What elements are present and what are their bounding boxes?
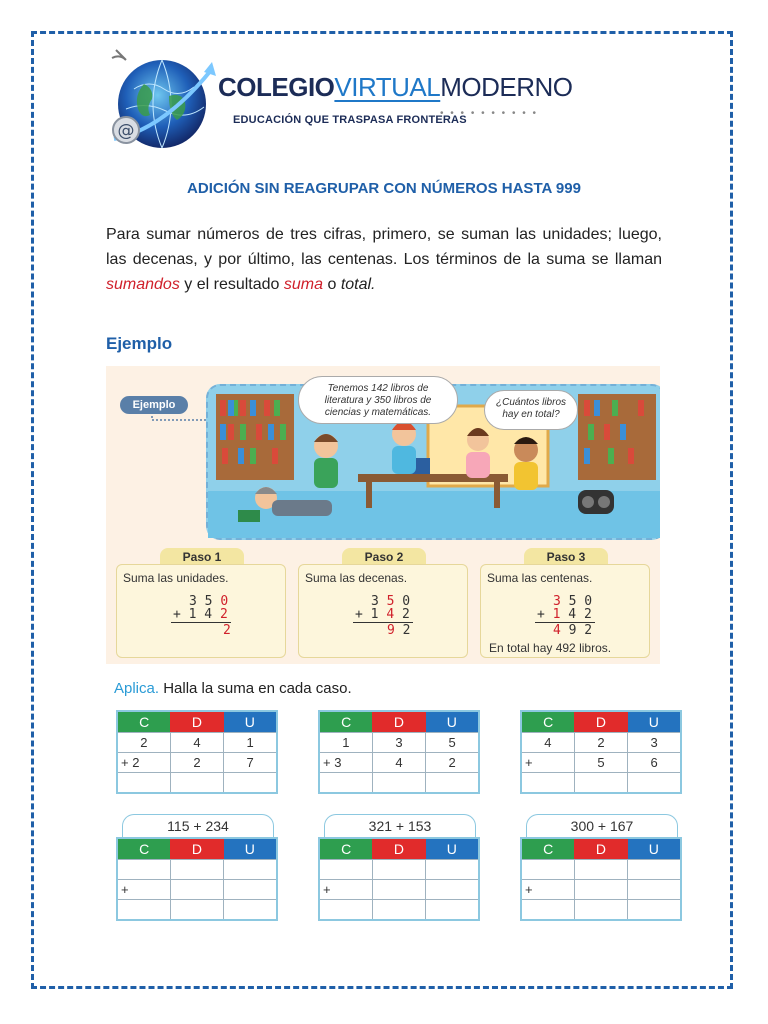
plus-cell: + — [319, 880, 372, 900]
answer-cell[interactable] — [319, 860, 372, 880]
example-illustration — [106, 366, 660, 664]
answer-cell[interactable] — [521, 860, 574, 880]
expression-label-2: 321 + 153 — [324, 814, 476, 837]
col-c: C — [117, 838, 170, 860]
col-d: D — [574, 711, 627, 733]
answer-row — [521, 900, 681, 921]
step1-addend2: + 1 4 2 — [173, 607, 228, 622]
table-row — [521, 860, 681, 880]
step3-addend2: + 1 4 2 — [537, 607, 592, 622]
expression-label-3: 300 + 167 — [526, 814, 678, 837]
cell: + 3 — [319, 753, 372, 773]
answer-cell[interactable] — [574, 860, 627, 880]
table-row — [521, 733, 681, 753]
step2-addend2: + 1 4 2 — [355, 607, 410, 622]
answer-cell[interactable] — [170, 773, 223, 794]
col-u: U — [224, 711, 277, 733]
exercise-table-3 — [520, 710, 682, 794]
col-u: U — [628, 838, 681, 860]
table-row — [319, 860, 479, 880]
table-row — [117, 860, 277, 880]
step3-tab: Paso 3 — [524, 548, 608, 566]
answer-cell[interactable] — [574, 900, 627, 921]
table-row — [319, 753, 479, 773]
col-u: U — [224, 838, 277, 860]
connector-dots — [150, 414, 210, 424]
answer-cell[interactable] — [628, 773, 681, 794]
step3-total: En total hay 492 libros. — [489, 641, 612, 655]
step3-result: 4 9 2 — [553, 623, 593, 638]
cell: + 2 — [117, 753, 170, 773]
col-d: D — [170, 711, 223, 733]
step1-result: 2 — [223, 623, 231, 638]
cell: 1 — [224, 733, 277, 753]
cell: 5 — [426, 733, 479, 753]
step1-box — [116, 564, 286, 658]
example-badge: Ejemplo — [120, 396, 188, 414]
step2-text: Suma las decenas. — [305, 571, 408, 585]
answer-row — [521, 773, 681, 794]
exercise-table-1 — [116, 710, 278, 794]
cell: 6 — [628, 753, 681, 773]
answer-cell[interactable] — [170, 880, 223, 900]
school-name — [218, 72, 573, 103]
answer-cell[interactable] — [521, 900, 574, 921]
answer-cell[interactable] — [224, 860, 277, 880]
col-d: D — [170, 838, 223, 860]
school-name-part1: COLEGIO — [218, 72, 335, 102]
step1-text: Suma las unidades. — [123, 571, 229, 585]
answer-row — [319, 773, 479, 794]
step2-result: 9 2 — [387, 623, 411, 638]
answer-row — [117, 900, 277, 921]
cell: + — [521, 753, 574, 773]
step1-sum-line — [171, 622, 231, 623]
cell: 2 — [574, 733, 627, 753]
answer-cell[interactable] — [117, 900, 170, 921]
answer-cell[interactable] — [426, 773, 479, 794]
answer-cell[interactable] — [574, 880, 627, 900]
col-c: C — [117, 711, 170, 733]
cell: 5 — [574, 753, 627, 773]
answer-cell[interactable] — [224, 773, 277, 794]
exercise-table-6 — [520, 837, 682, 921]
step1-addend1: 3 5 0 — [189, 594, 229, 609]
exercise-instruction — [114, 680, 352, 697]
speech-bubble-books: Tenemos 142 libros de literatura y 350 libros de ciencias y matemáticas. — [298, 376, 458, 424]
col-u: U — [628, 711, 681, 733]
example-heading: Ejemplo — [106, 334, 173, 353]
aplica-text: Halla la suma en cada caso. — [159, 680, 352, 697]
plus-cell: + — [117, 880, 170, 900]
exercise-table-4 — [116, 837, 278, 921]
school-name-part2: VIRTUAL — [334, 72, 441, 102]
table-row — [117, 733, 277, 753]
col-u: U — [426, 838, 479, 860]
answer-cell[interactable] — [628, 900, 681, 921]
answer-cell[interactable] — [319, 773, 372, 794]
answer-cell[interactable] — [372, 880, 425, 900]
cell: 7 — [224, 753, 277, 773]
speech-bubble-question: ¿Cuántos libros hay en total? — [484, 390, 578, 430]
answer-cell[interactable] — [574, 773, 627, 794]
answer-cell[interactable] — [117, 860, 170, 880]
cell: 4 — [170, 733, 223, 753]
answer-cell[interactable] — [628, 860, 681, 880]
answer-row — [117, 773, 277, 794]
step2-box — [298, 564, 468, 658]
cell: 3 — [628, 733, 681, 753]
table-row — [319, 880, 479, 900]
table-row — [117, 880, 277, 900]
cell: 1 — [319, 733, 372, 753]
answer-cell[interactable] — [372, 860, 425, 880]
school-name-part3: MODERNO — [440, 72, 573, 102]
col-c: C — [319, 838, 372, 860]
expression-label-1: 115 + 234 — [122, 814, 274, 837]
intro-paragraph: Para sumar números de tres cifras, primero, se suman las unidades; luego, las decenas, y por último, las centenas. Los términos de la suma se llaman sumandos y el resultado suma o total. — [106, 226, 662, 293]
plus-cell: + — [521, 880, 574, 900]
table-row — [117, 753, 277, 773]
cell: 4 — [521, 733, 574, 753]
col-c: C — [521, 711, 574, 733]
cell: 3 — [372, 733, 425, 753]
table-row — [319, 733, 479, 753]
table-row — [521, 753, 681, 773]
answer-cell[interactable] — [372, 773, 425, 794]
cell: 4 — [372, 753, 425, 773]
decorative-dots: • • • • • • • • • • — [440, 108, 539, 119]
answer-cell[interactable] — [224, 880, 277, 900]
exercise-table-2 — [318, 710, 480, 794]
col-d: D — [372, 711, 425, 733]
cell: 2 — [170, 753, 223, 773]
answer-cell[interactable] — [372, 900, 425, 921]
school-tagline: EDUCACIÓN QUE TRASPASA FRONTERAS — [233, 114, 467, 126]
answer-cell[interactable] — [426, 860, 479, 880]
answer-row — [319, 900, 479, 921]
answer-cell[interactable] — [628, 880, 681, 900]
answer-cell[interactable] — [521, 773, 574, 794]
col-d: D — [574, 838, 627, 860]
col-d: D — [372, 838, 425, 860]
table-row — [521, 880, 681, 900]
globe-icon — [104, 44, 224, 156]
col-c: C — [319, 711, 372, 733]
step3-text: Suma las centenas. — [487, 571, 593, 585]
step1-tab: Paso 1 — [160, 548, 244, 566]
answer-cell[interactable] — [170, 860, 223, 880]
step3-box — [480, 564, 650, 658]
aplica-label: Aplica. — [114, 680, 160, 697]
col-u: U — [426, 711, 479, 733]
cell: 2 — [426, 753, 479, 773]
answer-cell[interactable] — [319, 900, 372, 921]
answer-cell[interactable] — [170, 900, 223, 921]
answer-cell[interactable] — [117, 773, 170, 794]
cell: 2 — [117, 733, 170, 753]
step3-addend1: 3 5 0 — [553, 594, 593, 609]
step2-addend1: 3 5 0 — [371, 594, 411, 609]
answer-cell[interactable] — [426, 900, 479, 921]
step2-tab: Paso 2 — [342, 548, 426, 566]
answer-cell[interactable] — [426, 880, 479, 900]
page-title: ADICIÓN SIN REAGRUPAR CON NÚMEROS HASTA 999 — [187, 180, 581, 197]
col-c: C — [521, 838, 574, 860]
answer-cell[interactable] — [224, 900, 277, 921]
exercise-table-5 — [318, 837, 480, 921]
library-scene — [206, 384, 660, 540]
svg-text:@: @ — [117, 121, 135, 141]
